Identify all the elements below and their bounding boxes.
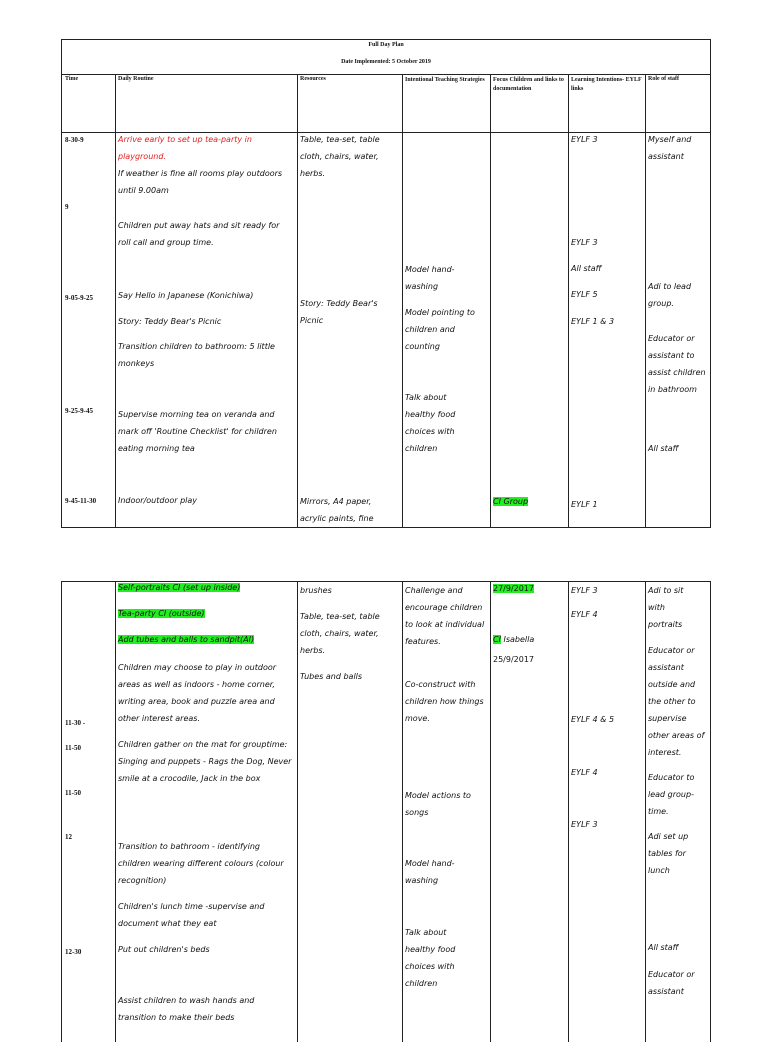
focus-item: 25/9/2017 [493, 655, 535, 664]
routine-item: Indoor/outdoor play [118, 496, 198, 505]
routine-item: If weather is fine all rooms play outdoors until 9.00am [118, 169, 283, 195]
plan-page-2 [61, 581, 711, 1042]
eylf-link: EYLF 5 [571, 290, 598, 299]
staff-role: Educator or assistant outside and the other to supervise other areas of interest. [648, 646, 705, 757]
strategy-item: Co-construct with children how things move. [405, 680, 484, 723]
strategy-item: Model pointing to children and counting [405, 308, 475, 351]
col-header-resources: Resources [300, 76, 326, 82]
staff-role: All staff [648, 943, 679, 952]
strategy-item: Model hand-washing [405, 859, 455, 885]
resource-item: Table, tea-set, table cloth, chairs, water, herbs. [300, 612, 380, 655]
eylf-link: EYLF 1 & 3 [571, 317, 615, 326]
routine-item: Children may choose to play in outdoor areas as well as indoors - home corner, writing area, book and puzzle area and other interest areas. [118, 663, 277, 723]
col-divider [115, 582, 116, 1042]
col-header-eylf: Learning Intentions- EYLF links [571, 77, 642, 92]
strategy-item: Challenge and encourage children to look at individual features. [405, 586, 485, 646]
highlighted-text: Self-portraits CI (set up inside) [118, 583, 241, 592]
routine-item: Children's lunch time -supervise and document what they eat [118, 902, 265, 928]
resource-item: brushes [300, 586, 332, 595]
highlighted-text: CI [493, 635, 501, 644]
staff-role: Educator or assistant [648, 970, 695, 996]
eylf-link: All staff [571, 264, 602, 273]
eylf-link: EYLF 4 [571, 610, 598, 619]
highlighted-text: Tea-party CI (outside) [118, 609, 205, 618]
plan-page-1 [61, 39, 711, 528]
eylf-link: EYLF 3 [571, 238, 598, 247]
col-divider [645, 582, 646, 1042]
focus-item [493, 582, 534, 596]
routine-item [118, 634, 254, 646]
staff-role: Educator to lead group-time. [648, 773, 695, 816]
highlighted-text: Add tubes and balls to sandpit(AI) [118, 635, 255, 644]
resource-item: Table, tea-set, table cloth, chairs, water, herbs. [300, 135, 380, 178]
eylf-link: EYLF 1 [571, 500, 598, 509]
strategy-item: Model hand-washing [405, 265, 455, 291]
highlighted-text: CI Group [493, 497, 529, 506]
time-slot: 9-05-9-25 [65, 294, 93, 302]
routine-item: Transition children to bathroom: 5 little monkeys [118, 342, 275, 368]
col-divider [297, 582, 298, 1042]
time-slot: 11-50 [65, 789, 81, 797]
eylf-link: EYLF 4 [571, 768, 598, 777]
eylf-link: EYLF 3 [571, 586, 598, 595]
routine-item: Arrive early to set up tea-party in playground. [118, 135, 252, 161]
col-header-time: Time [65, 76, 79, 82]
col-divider [568, 582, 569, 1042]
focus-child-name: Isabella [503, 635, 535, 644]
time-slot: 12 [65, 833, 72, 841]
routine-item: Put out children's beds [118, 945, 210, 954]
time-slot: 9-25-9-45 [65, 407, 93, 415]
eylf-link: EYLF 3 [571, 820, 598, 829]
resource-item: Tubes and balls [300, 672, 363, 681]
eylf-link: EYLF 3 [571, 135, 598, 144]
routine-item: Children put away hats and sit ready for roll call and group time. [118, 221, 280, 247]
staff-role: Adi set up tables for lunch [648, 832, 689, 875]
time-slot: 9-45-11-30 [65, 497, 97, 505]
col-divider [490, 582, 491, 1042]
strategy-item: Talk about healthy food choices with children [405, 928, 456, 988]
resource-item: Story: Teddy Bear's Picnic [300, 299, 378, 325]
highlighted-text: 27/9/2017 [493, 584, 535, 593]
staff-role: Adi to lead group. [648, 282, 692, 308]
strategy-item: Talk about healthy food choices with children [405, 393, 456, 453]
col-header-focus: Focus Children and links to documentation [493, 77, 564, 92]
col-divider [297, 74, 298, 527]
staff-role: Adi to sit with portraits [648, 586, 684, 629]
date-implemented: Date Implemented: 5 October 2019 [341, 59, 431, 65]
eylf-link: EYLF 4 & 5 [571, 715, 615, 724]
time-slot: 12-30 [65, 948, 82, 956]
time-slot: 9 [65, 203, 69, 211]
col-divider [568, 74, 569, 527]
resource-item: Mirrors, A4 paper, acrylic paints, fine [300, 497, 374, 523]
strategy-item: Model actions to songs [405, 791, 471, 817]
col-divider [490, 74, 491, 527]
row-divider [62, 74, 710, 75]
routine-item: Assist children to wash hands and transition to make their beds [118, 996, 255, 1022]
col-header-routine: Daily Routine [118, 76, 154, 82]
routine-item: Transition to bathroom - identifying children wearing different colours (colour recognition) [118, 842, 284, 885]
focus-item [493, 634, 534, 646]
col-divider [402, 74, 403, 527]
routine-item: Say Hello in Japanese (Konichiwa) [118, 291, 254, 300]
routine-item: Story: Teddy Bear's Picnic [118, 317, 222, 326]
routine-item: Supervise morning tea on veranda and mark off 'Routine Checklist' for children eating morning tea [118, 410, 277, 453]
time-slot: 11-50 [65, 744, 81, 752]
col-header-strategies: Intentional Teaching Strategies [405, 77, 485, 83]
routine-item: Children gather on the mat for grouptime: Singing and puppets - Rags the Dog, Never smile at a crocodile, Jack in the box [118, 740, 292, 783]
time-slot: 11-30 - [65, 719, 86, 727]
staff-role: All staff [648, 444, 679, 453]
page-title: Full Day Plan [368, 42, 404, 48]
time-slot: 8-30-9 [65, 136, 84, 144]
col-divider [115, 74, 116, 527]
routine-item [118, 582, 240, 594]
col-header-staff: Role of staff [648, 76, 679, 82]
focus-item [493, 496, 528, 508]
col-divider [402, 582, 403, 1042]
staff-role: Educator or assistant to assist children in bathroom [648, 334, 706, 394]
routine-item [118, 608, 205, 620]
col-divider [645, 74, 646, 527]
staff-role: Myself and assistant [648, 135, 692, 161]
